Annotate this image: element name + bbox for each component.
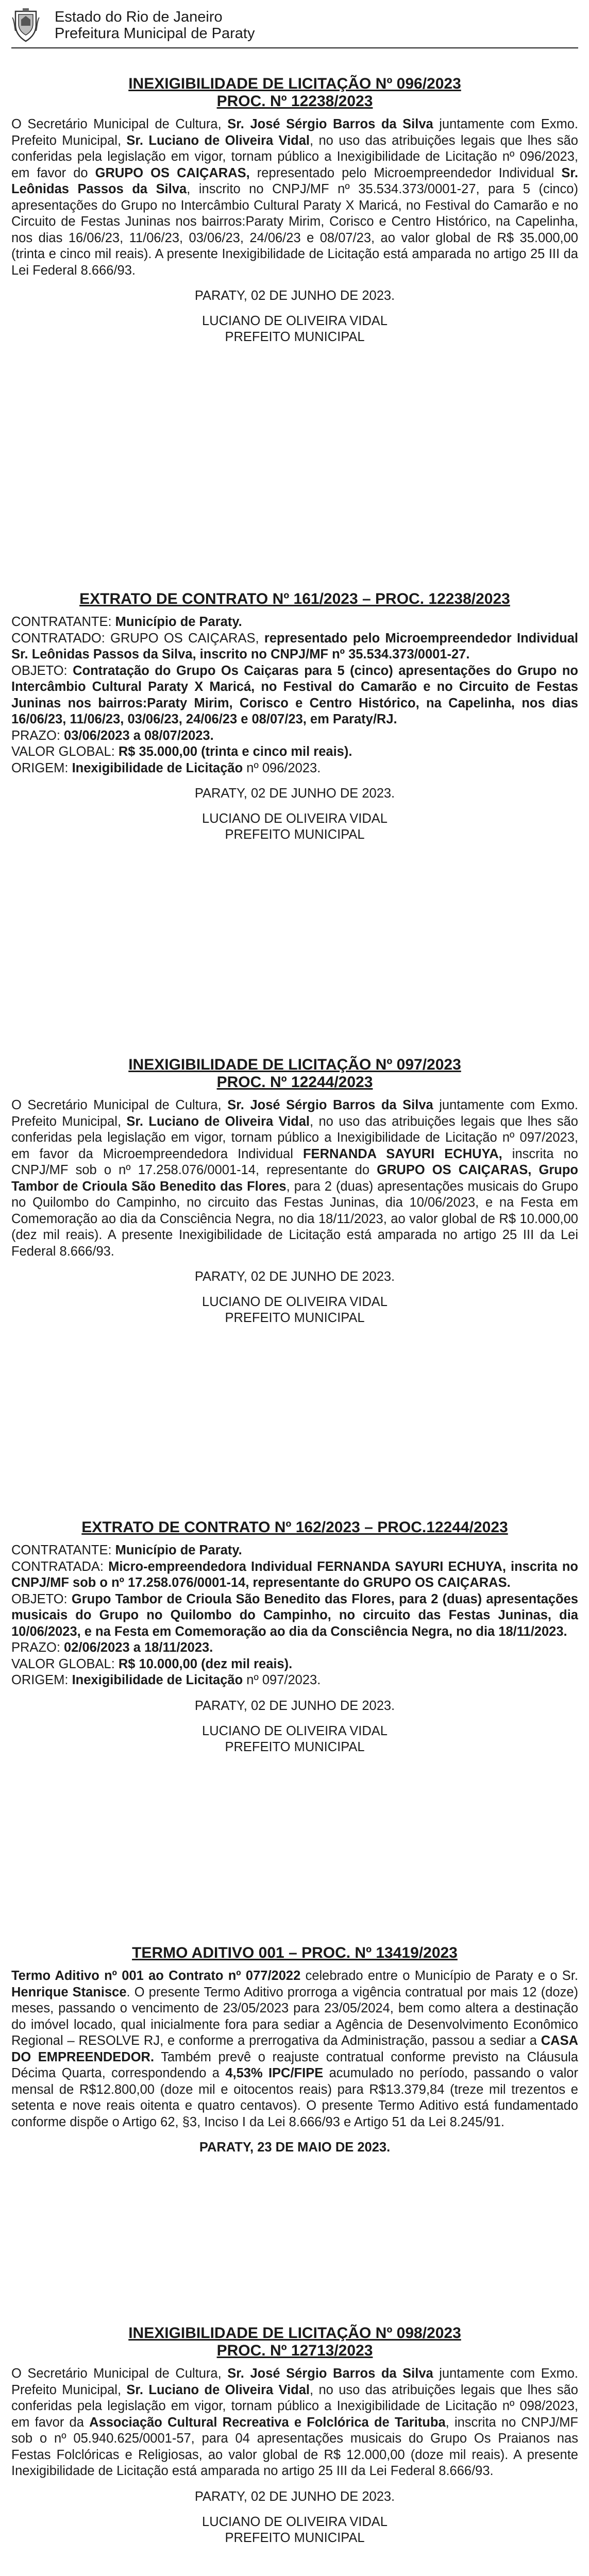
body-paragraph: Termo Aditivo nº 001 ao Contrato nº 077/2022 celebrado entre o Município de Paraty e o Sr. Henrique Stanisce. O presente Termo Aditivo prorroga a vigência contratual por mais 12 (doze) meses, passando o vencimento de 23/05/2023 para 23/05/2024, bem como altera a destinação do imóvel locado, qual inicialmente fora para sediar a Agência de Desenvolvimento Econômico Regional – RESOLVE RJ, e conforme a prerrogativa da Administração, passou a sediar a CASA DO EMPREENDEDOR. Também prevê o reajuste contratual conforme previsto na Cláusula Décima Quarta, correspondendo a 4,53% IPC/FIPE acumulado no período, passando o valor mensal de R$12.800,00 (doze mil e oitocentos reais) para R$13.379,84 (treze mil trezentos e setenta e nove reais oitenta e quatro centavos). O presente Termo Aditivo está fundamentado conforme dispõe o Artigo 62, §3, Inciso I da Lei 8.666/93 e Artigo 51 da Lei 8.245/91. (11, 1969, 578, 2129)
date-line: PARATY, 02 DE JUNHO DE 2023. (194, 289, 395, 303)
section-title: TERMO ADITIVO 001 – PROC. Nº 13419/2023 (132, 1944, 458, 1961)
section-title (11, 1056, 578, 1091)
signatory-role: PREFEITO MUNICIPAL (225, 827, 365, 842)
origem-line: ORIGEM: Inexigibilidade de Licitação nº 096/2023. (11, 760, 321, 775)
signatory-role: PREFEITO MUNICIPAL (225, 330, 365, 344)
contratado-line: CONTRATADO: GRUPO OS CAIÇARAS, representado pelo Microempreendedor Individual Sr. Leônidas Passos da Silva, inscrito no CNPJ/MF nº 35.534.373/0001-27. (11, 631, 578, 662)
section-inexigibilidade-096 (11, 75, 578, 345)
date-line: PARATY, 02 DE JUNHO DE 2023. (194, 1698, 395, 1713)
section-title (11, 75, 578, 110)
valor-line: VALOR GLOBAL: R$ 35.000,00 (trinta e cinco mil reais). (11, 744, 352, 759)
section-termo-aditivo-001 (11, 1944, 578, 2156)
coat-of-arms-icon (11, 7, 40, 42)
title-line-1: INEXIGIBILIDADE DE LICITAÇÃO Nº 097/2023 (128, 1056, 461, 1073)
title-line-2: PROC. Nº 12238/2023 (216, 93, 373, 110)
city-hall-name: Prefeitura Municipal de Paraty (55, 25, 255, 42)
date-line: PARATY, 23 DE MAIO DE 2023. (199, 2140, 391, 2155)
prazo-line: PRAZO: 02/06/2023 a 18/11/2023. (11, 1640, 213, 1655)
signatory-name: LUCIANO DE OLIVEIRA VIDAL (202, 1723, 388, 1738)
origem-line: ORIGEM: Inexigibilidade de Licitação nº 097/2023. (11, 1673, 321, 1687)
objeto-line: OBJETO: Grupo Tambor de Crioula São Benedito das Flores, para 2 (duas) apresentações musicais do Grupo no Quilombo do Campinho, no circuito das Festas Juninas, dia 10/06/2023, e na Festa em Comemoração ao dia da Consciência Negra, no dia 18/11/2023. (11, 1591, 578, 1639)
body-paragraph: O Secretário Municipal de Cultura, Sr. José Sérgio Barros da Silva juntamente com Exmo. Prefeito Municipal, Sr. Luciano de Oliveira Vidal, no uso das atribuições legais que lhes são conferidas pela legislação em vigor, tornam público a Inexigibilidade de Licitação nº 098/2023, em favor da Associação Cultural Recreativa e Folclórica de Tarituba, inscrita no CNPJ/MF sob o nº 05.940.625/0001-57, para 04 apresentações musicais do Grupo Os Praianos nas Festas Folclóricas e Religiosas, ao valor global de R$ 12.000,00 (doze mil reais). A presente Inexigibilidade de Licitação está amparada no artigo 25 III da Lei Federal 8.666/93. (11, 2366, 579, 2478)
title-line-2: PROC. Nº 12244/2023 (216, 1074, 373, 1091)
signatory-role: PREFEITO MUNICIPAL (225, 2530, 365, 2545)
date-line: PARATY, 02 DE JUNHO DE 2023. (194, 2489, 395, 2504)
section-title: EXTRATO DE CONTRATO Nº 161/2023 – PROC. 12238/2023 (79, 590, 510, 607)
title-line-2: PROC. Nº 12713/2023 (216, 2342, 373, 2359)
signatory-name: LUCIANO DE OLIVEIRA VIDAL (202, 1295, 388, 1309)
contratante-line: CONTRATANTE: Município de Paraty. (11, 615, 242, 629)
objeto-line: OBJETO: Contratação do Grupo Os Caiçaras para 5 (cinco) apresentações do Grupo no Intercâmbio Cultural Paraty X Maricá, no Festival do Camarão e no Circuito de Festas Juninas nos bairros:Paraty Mirim, Corisco e Centro Histórico, na Capelinha, nos dias 16/06/23, 11/06/23, 03/06/23, 24/06/23 e 08/07/23, em Paraty/RJ. (11, 663, 578, 726)
prazo-line: PRAZO: 03/06/2023 a 08/07/2023. (11, 728, 214, 743)
date-line: PARATY, 02 DE JUNHO DE 2023. (194, 1269, 395, 1284)
date-line: PARATY, 02 DE JUNHO DE 2023. (194, 786, 395, 801)
section-extrato-162 (11, 1519, 578, 1755)
section-title: EXTRATO DE CONTRATO Nº 162/2023 – PROC.12244/2023 (81, 1519, 508, 1536)
signatory-role: PREFEITO MUNICIPAL (225, 1311, 365, 1325)
header (11, 7, 578, 68)
signatory-name: LUCIANO DE OLIVEIRA VIDAL (202, 2514, 388, 2529)
section-inexigibilidade-098 (11, 2325, 578, 2546)
state-name: Estado do Rio de Janeiro (55, 9, 223, 25)
body-paragraph: O Secretário Municipal de Cultura, Sr. José Sérgio Barros da Silva juntamente com Exmo. Prefeito Municipal, Sr. Luciano de Oliveira Vidal, no uso das atribuições legais que lhes são conferidas pela legislação em vigor, tornam público a Inexigibilidade de Licitação nº 097/2023, em favor da Microempreendedora Individual FERNANDA SAYURI ECHUYA, inscrita no CNPJ/MF sob o nº 17.258.076/0001-14, representante do GRUPO OS CAIÇARAS, Grupo Tambor de Crioula São Benedito das Flores, para 2 (duas) apresentações musicais do Grupo no Quilombo do Campinho, no circuito das Festas Juninas, dia 10/06/2023, e na Festa em Comemoração ao dia da Consciência Negra, no dia 18/11/2023, ao valor global de R$ 10.000,00 (dez mil reais). A presente Inexigibilidade de Licitação está amparada no artigo 25 III da Lei Federal 8.666/93. (11, 1098, 578, 1259)
section-extrato-161 (11, 590, 578, 843)
body-paragraph: O Secretário Municipal de Cultura, Sr. José Sérgio Barros da Silva juntamente com Exmo. Prefeito Municipal, Sr. Luciano de Oliveira Vidal, no uso das atribuições legais que lhes são conferidas pela legislação em vigor, tornam público a Inexigibilidade de Licitação nº 096/2023, em favor do GRUPO OS CAIÇARAS, representado pelo Microempreendedor Individual Sr. Leônidas Passos da Silva, inscrito no CNPJ/MF nº 35.534.373/0001-27, para 5 (cinco) apresentações do Grupo no Intercâmbio Cultural Paraty X Maricá, no Festival do Camarão e no Circuito de Festas Juninas nos bairros:Paraty Mirim, Corisco e Centro Histórico, na Capelinha, nos dias 16/06/23, 11/06/23, 03/06/23, 24/06/23 e 08/07/23, ao valor global de R$ 35.000,00 (trinta e cinco mil reais). A presente Inexigibilidade de Licitação está amparada no artigo 25 III da Lei Federal 8.666/93. (11, 117, 578, 278)
signatory-role: PREFEITO MUNICIPAL (225, 1739, 365, 1754)
contratada-line: CONTRATADA: Micro-empreendedora Individual FERNANDA SAYURI ECHUYA, inscrita no CNPJ/MF sob o nº 17.258.076/0001-14, representante do GRUPO OS CAIÇARAS. (11, 1559, 579, 1590)
header-divider (11, 47, 578, 48)
signatory-name: LUCIANO DE OLIVEIRA VIDAL (202, 811, 388, 826)
contratante-line: CONTRATANTE: Município de Paraty. (11, 1543, 242, 1557)
title-line-1: INEXIGIBILIDADE DE LICITAÇÃO Nº 098/2023 (128, 2325, 461, 2342)
title-line-1: INEXIGIBILIDADE DE LICITAÇÃO Nº 096/2023 (128, 75, 461, 92)
section-inexigibilidade-097 (11, 1056, 578, 1326)
valor-line: VALOR GLOBAL: R$ 10.000,00 (dez mil reais). (11, 1656, 293, 1671)
signatory-name: LUCIANO DE OLIVEIRA VIDAL (202, 314, 388, 328)
section-title (11, 2325, 578, 2360)
